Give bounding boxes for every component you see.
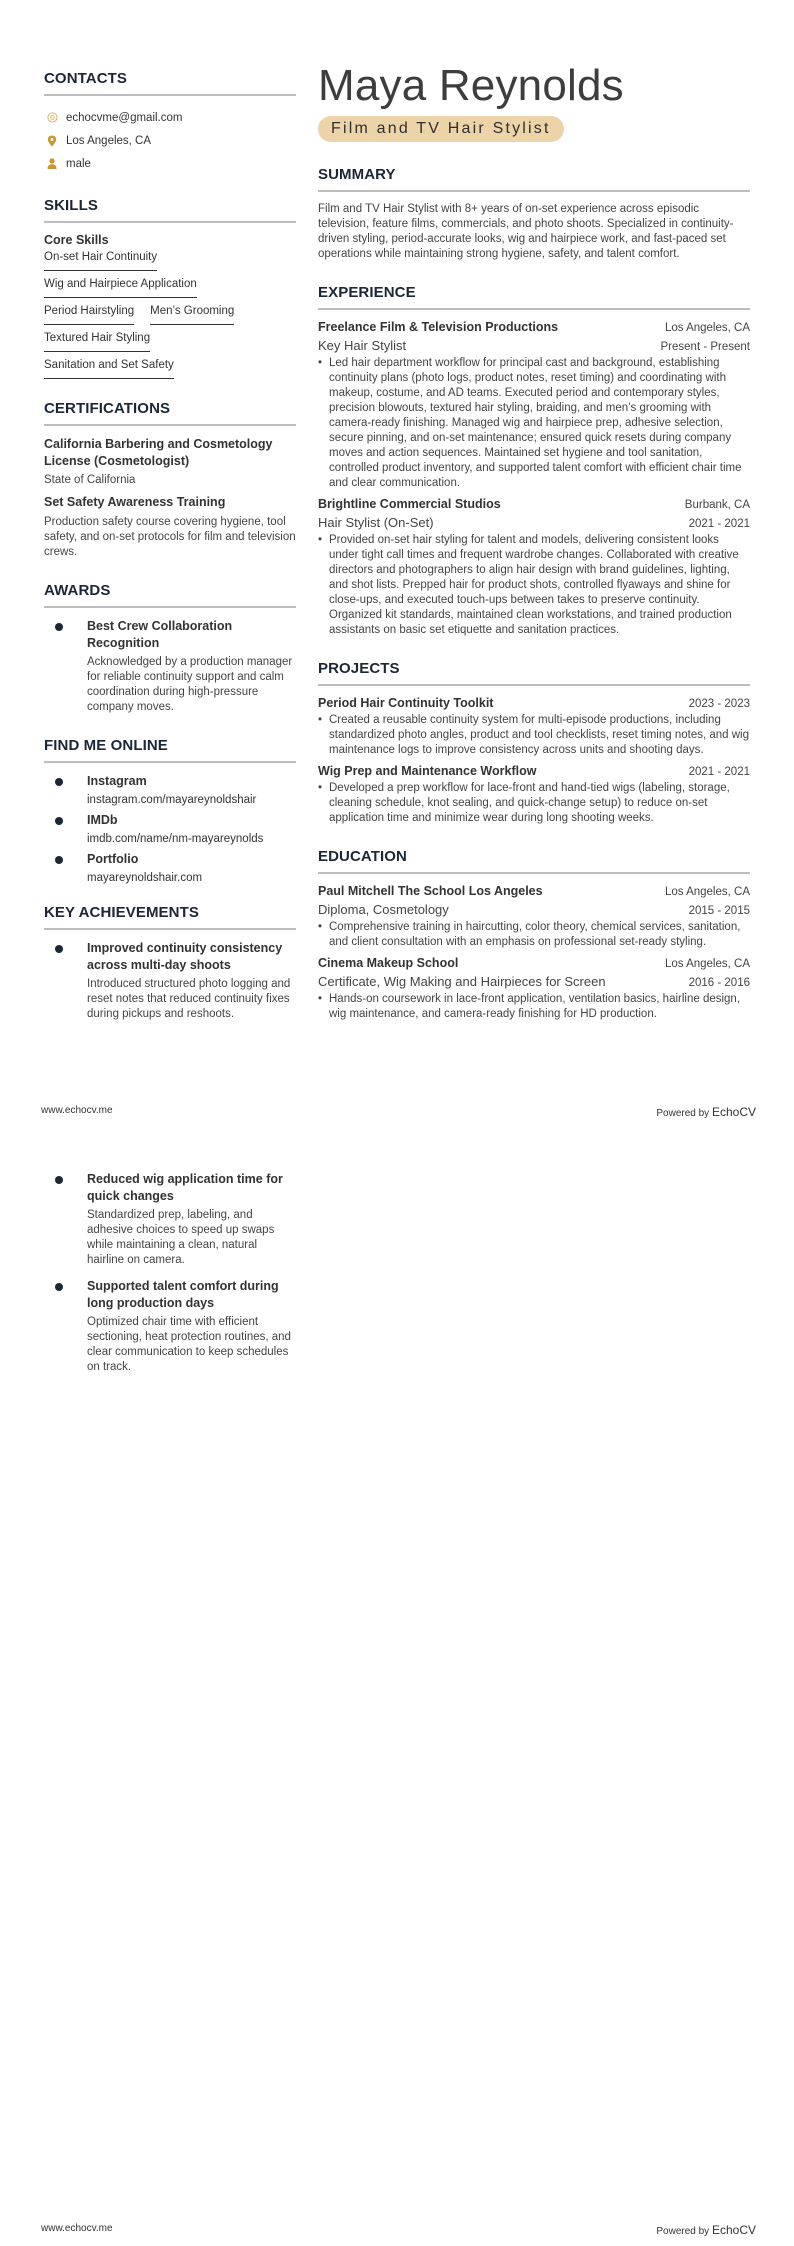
bullet-dot-icon [55,623,63,631]
skill-tag: Textured Hair Styling [44,332,150,352]
powered-by-label: Powered by [656,2226,710,2237]
project-bullet: Developed a prep workflow for lace-front and hand-tied wigs (labeling, storage, cleaning schedule, knot sealing, and quick-change setup) to reduce on-set application time and minimize wear during long shooting weeks. [329,782,730,824]
achievement-item [44,1171,296,1268]
education-school: Paul Mitchell The School Los Angeles [318,884,543,898]
experience-section [318,284,750,638]
education-entry [318,884,750,950]
candidate-name: Maya Reynolds [318,61,624,110]
education-degree: Diploma, Cosmetology [318,902,449,917]
bullet-dot-icon [55,1176,63,1184]
award-title: Best Crew Collaboration Recognition [87,619,233,650]
achievement-title: Supported talent comfort during long production days [87,1279,279,1310]
online-label: Portfolio [87,852,139,866]
projects-section [318,660,750,826]
experience-entry [318,320,750,491]
achievements-heading: KEY ACHIEVEMENTS [44,904,296,930]
footer-brand: EchoCV [711,1105,756,1119]
project-name: Wig Prep and Maintenance Workflow [318,764,537,778]
project-name: Period Hair Continuity Toolkit [318,696,494,710]
contact-location [44,129,296,152]
online-label: IMDb [87,813,118,827]
education-heading: EDUCATION [318,848,750,874]
cert-title: Set Safety Awareness Training [44,495,226,509]
online-link[interactable]: imdb.com/name/nm-mayareynolds [87,833,264,845]
bullet-icon: • [318,357,323,369]
experience-heading: EXPERIENCE [318,284,750,310]
footer-brand: EchoCV [711,2223,756,2237]
bullet-icon: • [318,921,323,933]
powered-by-label: Powered by [656,1108,710,1119]
online-link[interactable]: mayareynoldshair.com [87,872,203,884]
achievement-description: Introduced structured photo logging and reset notes that reduced continuity fixes during pickups and reshoots. [87,978,291,1020]
bullet-dot-icon [55,1283,63,1291]
online-heading: FIND ME ONLINE [44,737,296,763]
experience-dates: 2021 - 2021 [688,518,750,530]
awards-section [44,582,296,715]
education-degree: Certificate, Wig Making and Hairpieces for Screen [318,974,606,989]
experience-entry [318,497,750,638]
bullet-icon: • [318,782,323,794]
bullet-dot-icon [55,817,63,825]
page-footer [0,2223,794,2237]
achievement-title: Improved continuity consistency across multi-day shoots [87,941,283,972]
online-section [44,737,296,884]
left-column [44,70,296,1028]
education-bullet: Comprehensive training in haircutting, color theory, chemical services, sanitation, and client consultation with an emphasis on professional set-ready styling. [329,921,741,948]
education-entry [318,956,750,1022]
experience-location: Los Angeles, CA [664,322,750,334]
skill-tag: On-set Hair Continuity [44,251,157,271]
achievement-description: Optimized chair time with efficient sectioning, heat protection routines, and clear communication to keep schedules on track. [87,1316,291,1373]
resume-page-2 [0,1123,794,2246]
experience-role: Key Hair Stylist [318,338,407,353]
bullet-icon: • [318,534,323,546]
person-icon [46,158,58,170]
skill-tag: Wig and Hairpiece Application [44,278,197,298]
contact-location-value: Los Angeles, CA [66,134,152,147]
skills-group-title: Core Skills [44,233,109,247]
experience-location: Burbank, CA [684,499,750,511]
footer-powered-by [656,1105,756,1119]
education-bullet: Hands-on coursework in lace-front application, ventilation basics, hairline design, wig maintenance, and camera-ready finishing for HD production. [329,993,741,1020]
certifications-section [44,400,296,560]
achievement-item [44,1278,296,1375]
contact-gender [44,152,296,175]
summary-heading: SUMMARY [318,166,750,192]
experience-role: Hair Stylist (On-Set) [318,515,434,530]
contacts-heading: CONTACTS [44,70,296,96]
job-title-badge: Film and TV Hair Stylist [318,116,564,142]
location-pin-icon [46,135,58,147]
cert-description: Production safety course covering hygiene, tool safety, and on-set protocols for film and television crews. [44,516,296,558]
online-item [44,773,296,806]
education-section [318,848,750,1022]
achievements-section [44,904,296,1022]
bullet-icon: • [318,993,323,1005]
skill-tag: Sanitation and Set Safety [44,359,174,379]
skills-list [44,251,284,386]
bullet-dot-icon [55,856,63,864]
education-dates: 2016 - 2016 [688,977,750,989]
experience-bullet: Provided on-set hair styling for talent and models, delivering consistent looks under tight call times and frequent wardrobe changes. Collaborated with creative directors and photographers to align hair design with brand guidelines, lighting, and shot lists. Prepped hair for product shots, controlled flyaways and shine for close-ups, and executed touch-ups between takes to preserve continuity. Organized kit standards, maintained clean workstations, and trained production assistants on basic set etiquette and sanitation practices. [329,534,739,636]
bullet-icon: • [318,714,323,726]
skills-section [44,197,296,386]
project-dates: 2021 - 2021 [688,766,750,778]
online-item [44,851,296,884]
contacts-section [44,70,296,175]
award-description: Acknowledged by a production manager for reliable continuity support and calm coordination during high-pressure company moves. [87,656,293,713]
projects-heading: PROJECTS [318,660,750,686]
project-dates: 2023 - 2023 [688,698,750,710]
experience-dates: Present - Present [660,341,750,353]
footer-site-link[interactable]: www.echocv.me [41,1105,113,1116]
achievement-description: Standardized prep, labeling, and adhesive choices to speed up swaps while maintaining a clean, natural hairline on camera. [87,1209,275,1266]
education-school: Cinema Makeup School [318,956,459,970]
footer-site-link[interactable]: www.echocv.me [41,2223,113,2234]
left-column-continued [44,1171,296,1381]
online-link[interactable]: instagram.com/mayareynoldshair [87,794,257,806]
bullet-dot-icon [55,945,63,953]
skill-tag: Period Hairstyling [44,305,134,325]
education-dates: 2015 - 2015 [688,905,750,917]
summary-text: Film and TV Hair Stylist with 8+ years of on-set experience across episodic television, feature films, commercials, and photo shoots. Specialized in continuity-driven styling, period-accurate looks, wig and hairpiece work, and fast-paced set operations while maintaining strong hygiene, safety, and talent comfort. [318,203,734,260]
certifications-heading: CERTIFICATIONS [44,400,296,426]
experience-org: Freelance Film & Television Productions [318,320,559,334]
awards-heading: AWARDS [44,582,296,608]
achievement-title: Reduced wig application time for quick changes [87,1172,283,1203]
skills-heading: SKILLS [44,197,296,223]
education-location: Los Angeles, CA [664,958,750,970]
at-icon [46,112,58,124]
experience-org: Brightline Commercial Studios [318,497,501,511]
project-entry [318,764,750,826]
online-label: Instagram [87,774,147,788]
cert-title: California Barbering and Cosmetology License (Cosmetologist) [44,437,273,468]
footer-powered-by [656,2223,756,2237]
page-footer [0,1105,794,1119]
contact-gender-value: male [66,157,91,170]
skill-tag: Men’s Grooming [150,305,234,325]
bullet-dot-icon [55,778,63,786]
online-item [44,812,296,845]
education-location: Los Angeles, CA [664,886,750,898]
experience-bullet: Led hair department workflow for principal cast and background, establishing continuity plans (photo logs, product notes, reset timing) and coordinating with makeup, costume, and AD teams. Executed period and contemporary styles, precision blowouts, textured hair styling, braiding, and men’s grooming with camera-ready finishing. Managed wig and hairpiece prep, adhesive selection, secure pinning, and on-set maintenance; ensured quick resets during company moves and action sequences. Maintained set hygiene and tool sanitation, controlled product inventory, and supported talent comfort with efficient chair time and clear communication. [329,357,742,489]
award-item [44,618,296,715]
achievement-item [44,940,296,1022]
right-column [318,62,750,1022]
contact-email[interactable] [44,106,296,129]
contact-email-value: echocvme@gmail.com [66,111,183,124]
project-bullet: Created a reusable continuity system for multi-episode productions, including standardized photo angles, product and tool checklists, reset timing notes, and wig maintenance logs to improve consistency across units and shooting days. [329,714,749,756]
project-entry [318,696,750,758]
cert-issuer: State of California [44,474,136,486]
summary-section [318,166,750,262]
